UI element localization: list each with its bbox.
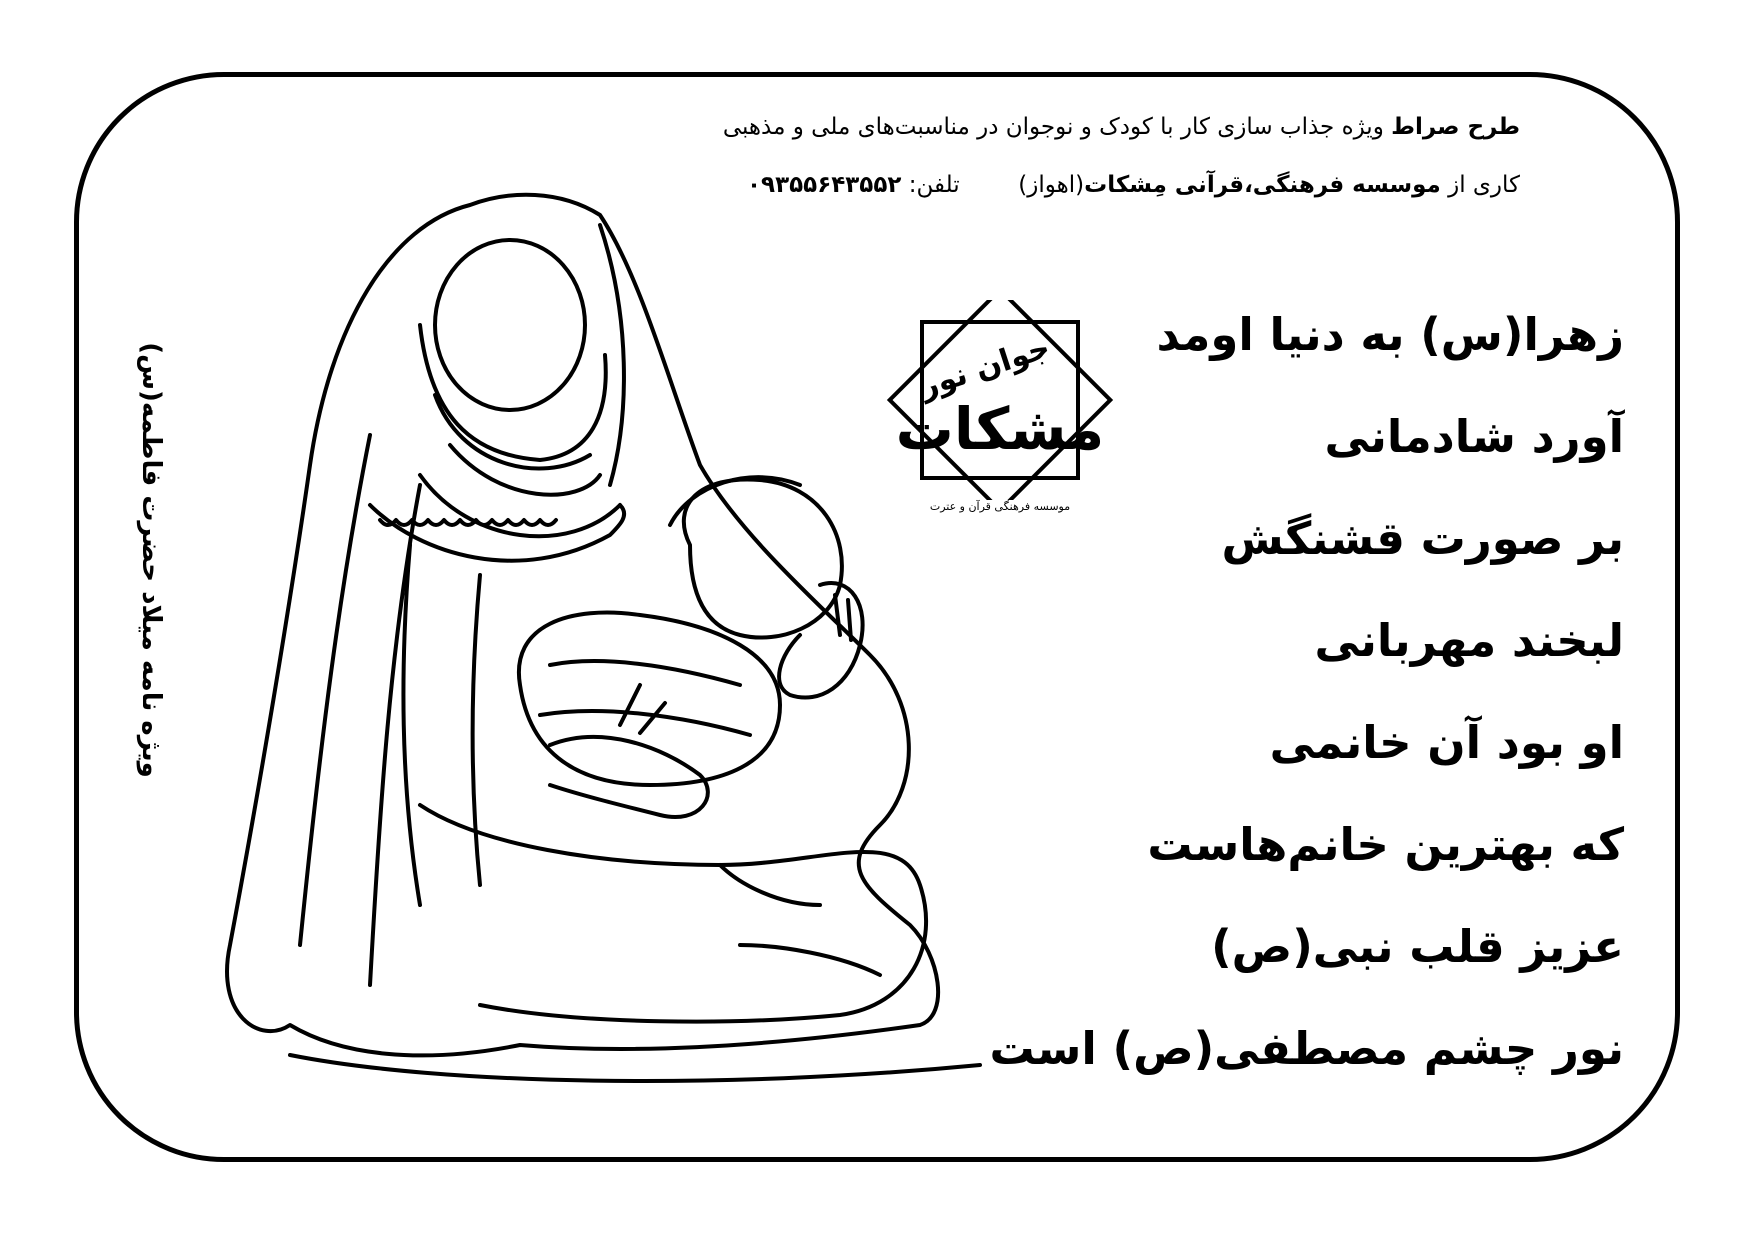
poem-line: آورد شادمانی xyxy=(1324,410,1624,463)
poem-line: بر صورت قشنگش xyxy=(1221,512,1624,565)
poem xyxy=(904,300,1624,1116)
organization-name: موسسه فرهنگی،قرآنی مِشکات xyxy=(1084,172,1441,198)
logo-main-text: مشکات xyxy=(895,395,1105,463)
phone-label: تلفن: xyxy=(908,172,960,198)
poem-line: او بود آن خانمی xyxy=(1269,716,1624,769)
poem-line: لبخند مهربانی xyxy=(1314,614,1624,667)
baby-head xyxy=(684,479,842,637)
lap-outline xyxy=(420,805,926,1022)
mother-hand-left xyxy=(550,737,708,817)
project-description: ویژه جذاب سازی کار با کودک و نوجوان در مناسبت‌های ملی و مذهبی xyxy=(722,114,1384,140)
phone-number: ۰۹۳۵۵۶۴۳۵۵۲ xyxy=(747,172,902,198)
header-line-1 xyxy=(723,114,1520,140)
credit-prefix: کاری از xyxy=(1448,172,1520,198)
poem-line: عزیز قلب نبی(ص) xyxy=(1211,920,1624,973)
project-name: طرح صراط xyxy=(1391,114,1520,140)
side-title-container xyxy=(128,330,174,790)
baby-swaddle xyxy=(519,613,780,785)
logo-top-text: جوان نور xyxy=(915,330,1055,405)
cloak-outline xyxy=(227,195,938,1056)
logo-subtitle: موسسه فرهنگی قرآن و عترت xyxy=(929,500,1071,513)
organization-city: (اهواز) xyxy=(1018,172,1085,198)
mother-face xyxy=(435,240,585,410)
side-title: ویژه نامه میلاد حضرت فاطمه(س) xyxy=(136,342,166,778)
poem-line: که بهترین خانم‌هاست xyxy=(1147,818,1624,871)
poem-line: نور چشم مصطفی(ص) است xyxy=(989,1022,1624,1075)
poem-line: زهرا(س) به دنیا اومد xyxy=(1156,308,1624,361)
